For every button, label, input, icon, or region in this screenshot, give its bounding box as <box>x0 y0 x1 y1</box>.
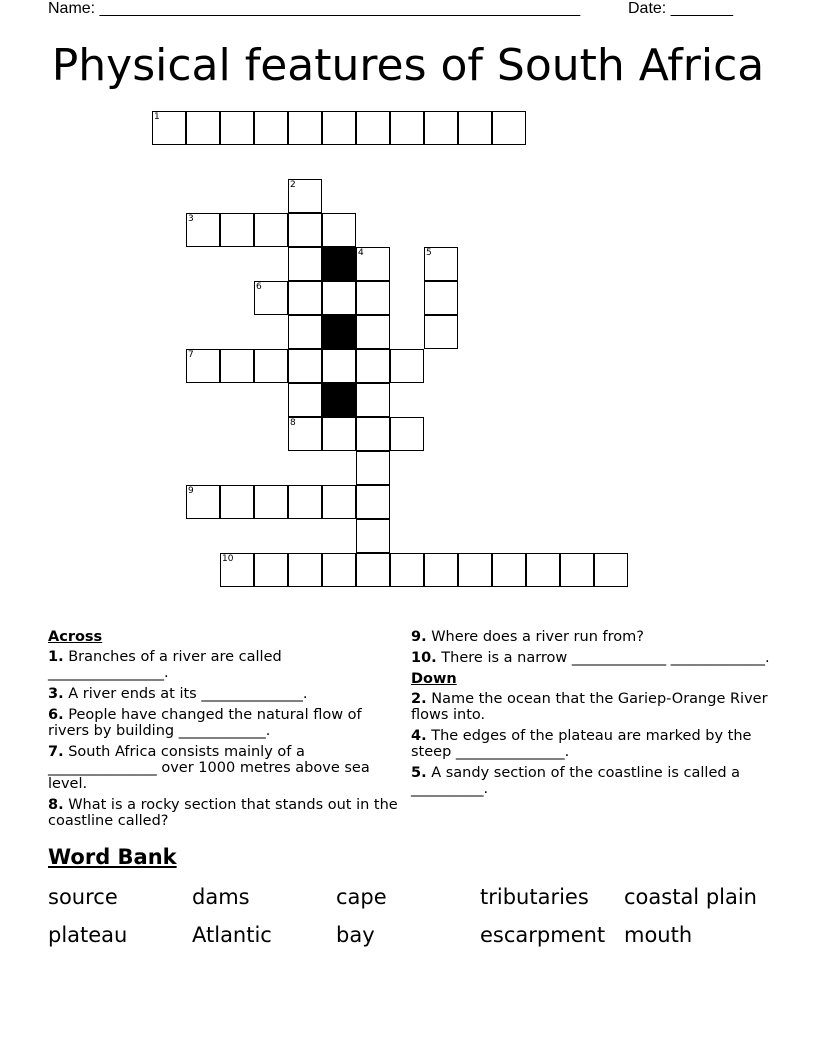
grid-cell[interactable] <box>288 349 322 383</box>
clue-across-10 <box>411 650 771 666</box>
word-bank-word: mouth <box>624 923 693 947</box>
clue-across-9 <box>411 629 771 645</box>
grid-cell[interactable] <box>288 281 322 315</box>
clue-text: Name the ocean that the Gariep-Orange River flows into. <box>411 691 768 723</box>
grid-cell[interactable] <box>254 349 288 383</box>
grid-cell[interactable] <box>458 553 492 587</box>
word-bank-word: coastal plain <box>624 885 757 909</box>
grid-cell[interactable] <box>424 553 458 587</box>
grid-cell[interactable] <box>322 111 356 145</box>
grid-cell[interactable] <box>356 451 390 485</box>
grid-cell[interactable] <box>356 519 390 553</box>
grid-cell[interactable] <box>186 349 220 383</box>
grid-cell[interactable] <box>322 553 356 587</box>
grid-cell[interactable] <box>458 111 492 145</box>
clue-number: 4. <box>411 728 427 744</box>
grid-cell[interactable] <box>390 111 424 145</box>
clue-number: 5. <box>411 765 427 781</box>
clue-number: 9. <box>411 629 427 645</box>
clue-number: 1. <box>48 649 64 665</box>
grid-block <box>322 247 356 281</box>
grid-cell[interactable] <box>186 213 220 247</box>
clue-down-4 <box>411 728 771 760</box>
grid-cell[interactable] <box>424 247 458 281</box>
grid-cell[interactable] <box>152 111 186 145</box>
grid-cell[interactable] <box>220 213 254 247</box>
clue-across-3 <box>48 686 398 702</box>
grid-cell[interactable] <box>424 315 458 349</box>
date-label: Date: <box>628 0 667 17</box>
word-bank-word: source <box>48 885 118 909</box>
down-heading: Down <box>411 671 457 687</box>
clue-number-label: 10 <box>222 554 234 564</box>
date-line: _______ <box>670 0 733 17</box>
grid-cell[interactable] <box>356 247 390 281</box>
grid-cell[interactable] <box>220 349 254 383</box>
clue-text: Where does a river run from? <box>426 629 644 645</box>
grid-cell[interactable] <box>186 111 220 145</box>
clue-text: Branches of a river are called ________________. <box>48 649 282 681</box>
clues-column-left <box>48 629 398 834</box>
clue-text: A river ends at its ______________. <box>63 686 308 702</box>
across-heading: Across <box>48 629 103 645</box>
word-bank-word: dams <box>192 885 250 909</box>
grid-cell[interactable] <box>356 485 390 519</box>
word-bank-word: bay <box>336 923 375 947</box>
clue-number: 10. <box>411 650 437 666</box>
word-bank-word: escarpment <box>480 923 606 947</box>
clue-down-5 <box>411 765 771 797</box>
clue-number: 3. <box>48 686 64 702</box>
clue-down-2 <box>411 691 771 723</box>
grid-cell[interactable] <box>288 383 322 417</box>
word-bank-word: cape <box>336 885 387 909</box>
grid-cell[interactable] <box>390 553 424 587</box>
clue-number: 6. <box>48 707 64 723</box>
clue-number-label: 9 <box>188 486 194 496</box>
clue-text: South Africa consists mainly of a _______________ over 1000 metres above sea level. <box>48 744 370 792</box>
grid-cell[interactable] <box>220 485 254 519</box>
grid-cell[interactable] <box>356 417 390 451</box>
grid-cell[interactable] <box>492 111 526 145</box>
clue-number-label: 3 <box>188 214 194 224</box>
grid-cell[interactable] <box>492 553 526 587</box>
grid-cell[interactable] <box>254 485 288 519</box>
grid-cell[interactable] <box>322 281 356 315</box>
clue-text: The edges of the plateau are marked by the steep _______________. <box>411 728 752 760</box>
grid-cell[interactable] <box>390 417 424 451</box>
grid-cell[interactable] <box>424 281 458 315</box>
grid-cell[interactable] <box>560 553 594 587</box>
grid-cell[interactable] <box>288 247 322 281</box>
grid-cell[interactable] <box>254 111 288 145</box>
grid-cell[interactable] <box>322 417 356 451</box>
clue-number-label: 5 <box>426 248 432 258</box>
grid-cell[interactable] <box>594 553 628 587</box>
grid-cell[interactable] <box>288 179 322 213</box>
clue-text: A sandy section of the coastline is called a __________. <box>411 765 741 797</box>
grid-cell[interactable] <box>288 111 322 145</box>
grid-cell[interactable] <box>322 349 356 383</box>
clue-number-label: 8 <box>290 418 296 428</box>
grid-cell[interactable] <box>186 485 220 519</box>
grid-cell[interactable] <box>288 213 322 247</box>
clue-number-label: 1 <box>154 112 160 122</box>
grid-cell[interactable] <box>356 281 390 315</box>
grid-cell[interactable] <box>356 111 390 145</box>
grid-cell[interactable] <box>356 315 390 349</box>
grid-cell[interactable] <box>322 213 356 247</box>
grid-cell[interactable] <box>288 417 322 451</box>
grid-cell[interactable] <box>424 111 458 145</box>
clue-number-label: 7 <box>188 350 194 360</box>
grid-cell[interactable] <box>390 349 424 383</box>
clue-text: What is a rocky section that stands out in the coastline called? <box>48 797 398 829</box>
clue-across-7 <box>48 744 398 792</box>
word-bank-word: Atlantic <box>192 923 272 947</box>
grid-cell[interactable] <box>220 111 254 145</box>
word-bank-title: Word Bank <box>48 845 177 869</box>
grid-block <box>322 383 356 417</box>
clues-column-right <box>411 629 771 802</box>
clue-number-label: 2 <box>290 180 296 190</box>
grid-cell[interactable] <box>288 315 322 349</box>
grid-cell[interactable] <box>356 553 390 587</box>
grid-cell[interactable] <box>288 553 322 587</box>
page-title: Physical features of South Africa <box>51 40 765 91</box>
clue-number-label: 4 <box>358 248 364 258</box>
grid-cell[interactable] <box>526 553 560 587</box>
grid-cell[interactable] <box>254 553 288 587</box>
grid-cell[interactable] <box>356 383 390 417</box>
grid-cell[interactable] <box>220 553 254 587</box>
word-bank-word: plateau <box>48 923 128 947</box>
grid-cell[interactable] <box>322 485 356 519</box>
clue-text: People have changed the natural flow of rivers by building ____________. <box>48 707 362 739</box>
grid-cell[interactable] <box>254 213 288 247</box>
clue-number: 8. <box>48 797 64 813</box>
clue-number: 2. <box>411 691 427 707</box>
word-bank-word: tributaries <box>480 885 589 909</box>
clue-across-6 <box>48 707 398 739</box>
name-label: Name: <box>48 0 96 17</box>
clue-text: There is a narrow _____________ _____________. <box>436 650 770 666</box>
grid-cell[interactable] <box>356 349 390 383</box>
name-line: ______________________________________________________ <box>99 0 581 17</box>
grid-cell[interactable] <box>254 281 288 315</box>
clue-number-label: 6 <box>256 282 262 292</box>
clue-across-8 <box>48 797 398 829</box>
clue-number: 7. <box>48 744 64 760</box>
clue-across-1 <box>48 649 398 681</box>
grid-block <box>322 315 356 349</box>
grid-cell[interactable] <box>288 485 322 519</box>
